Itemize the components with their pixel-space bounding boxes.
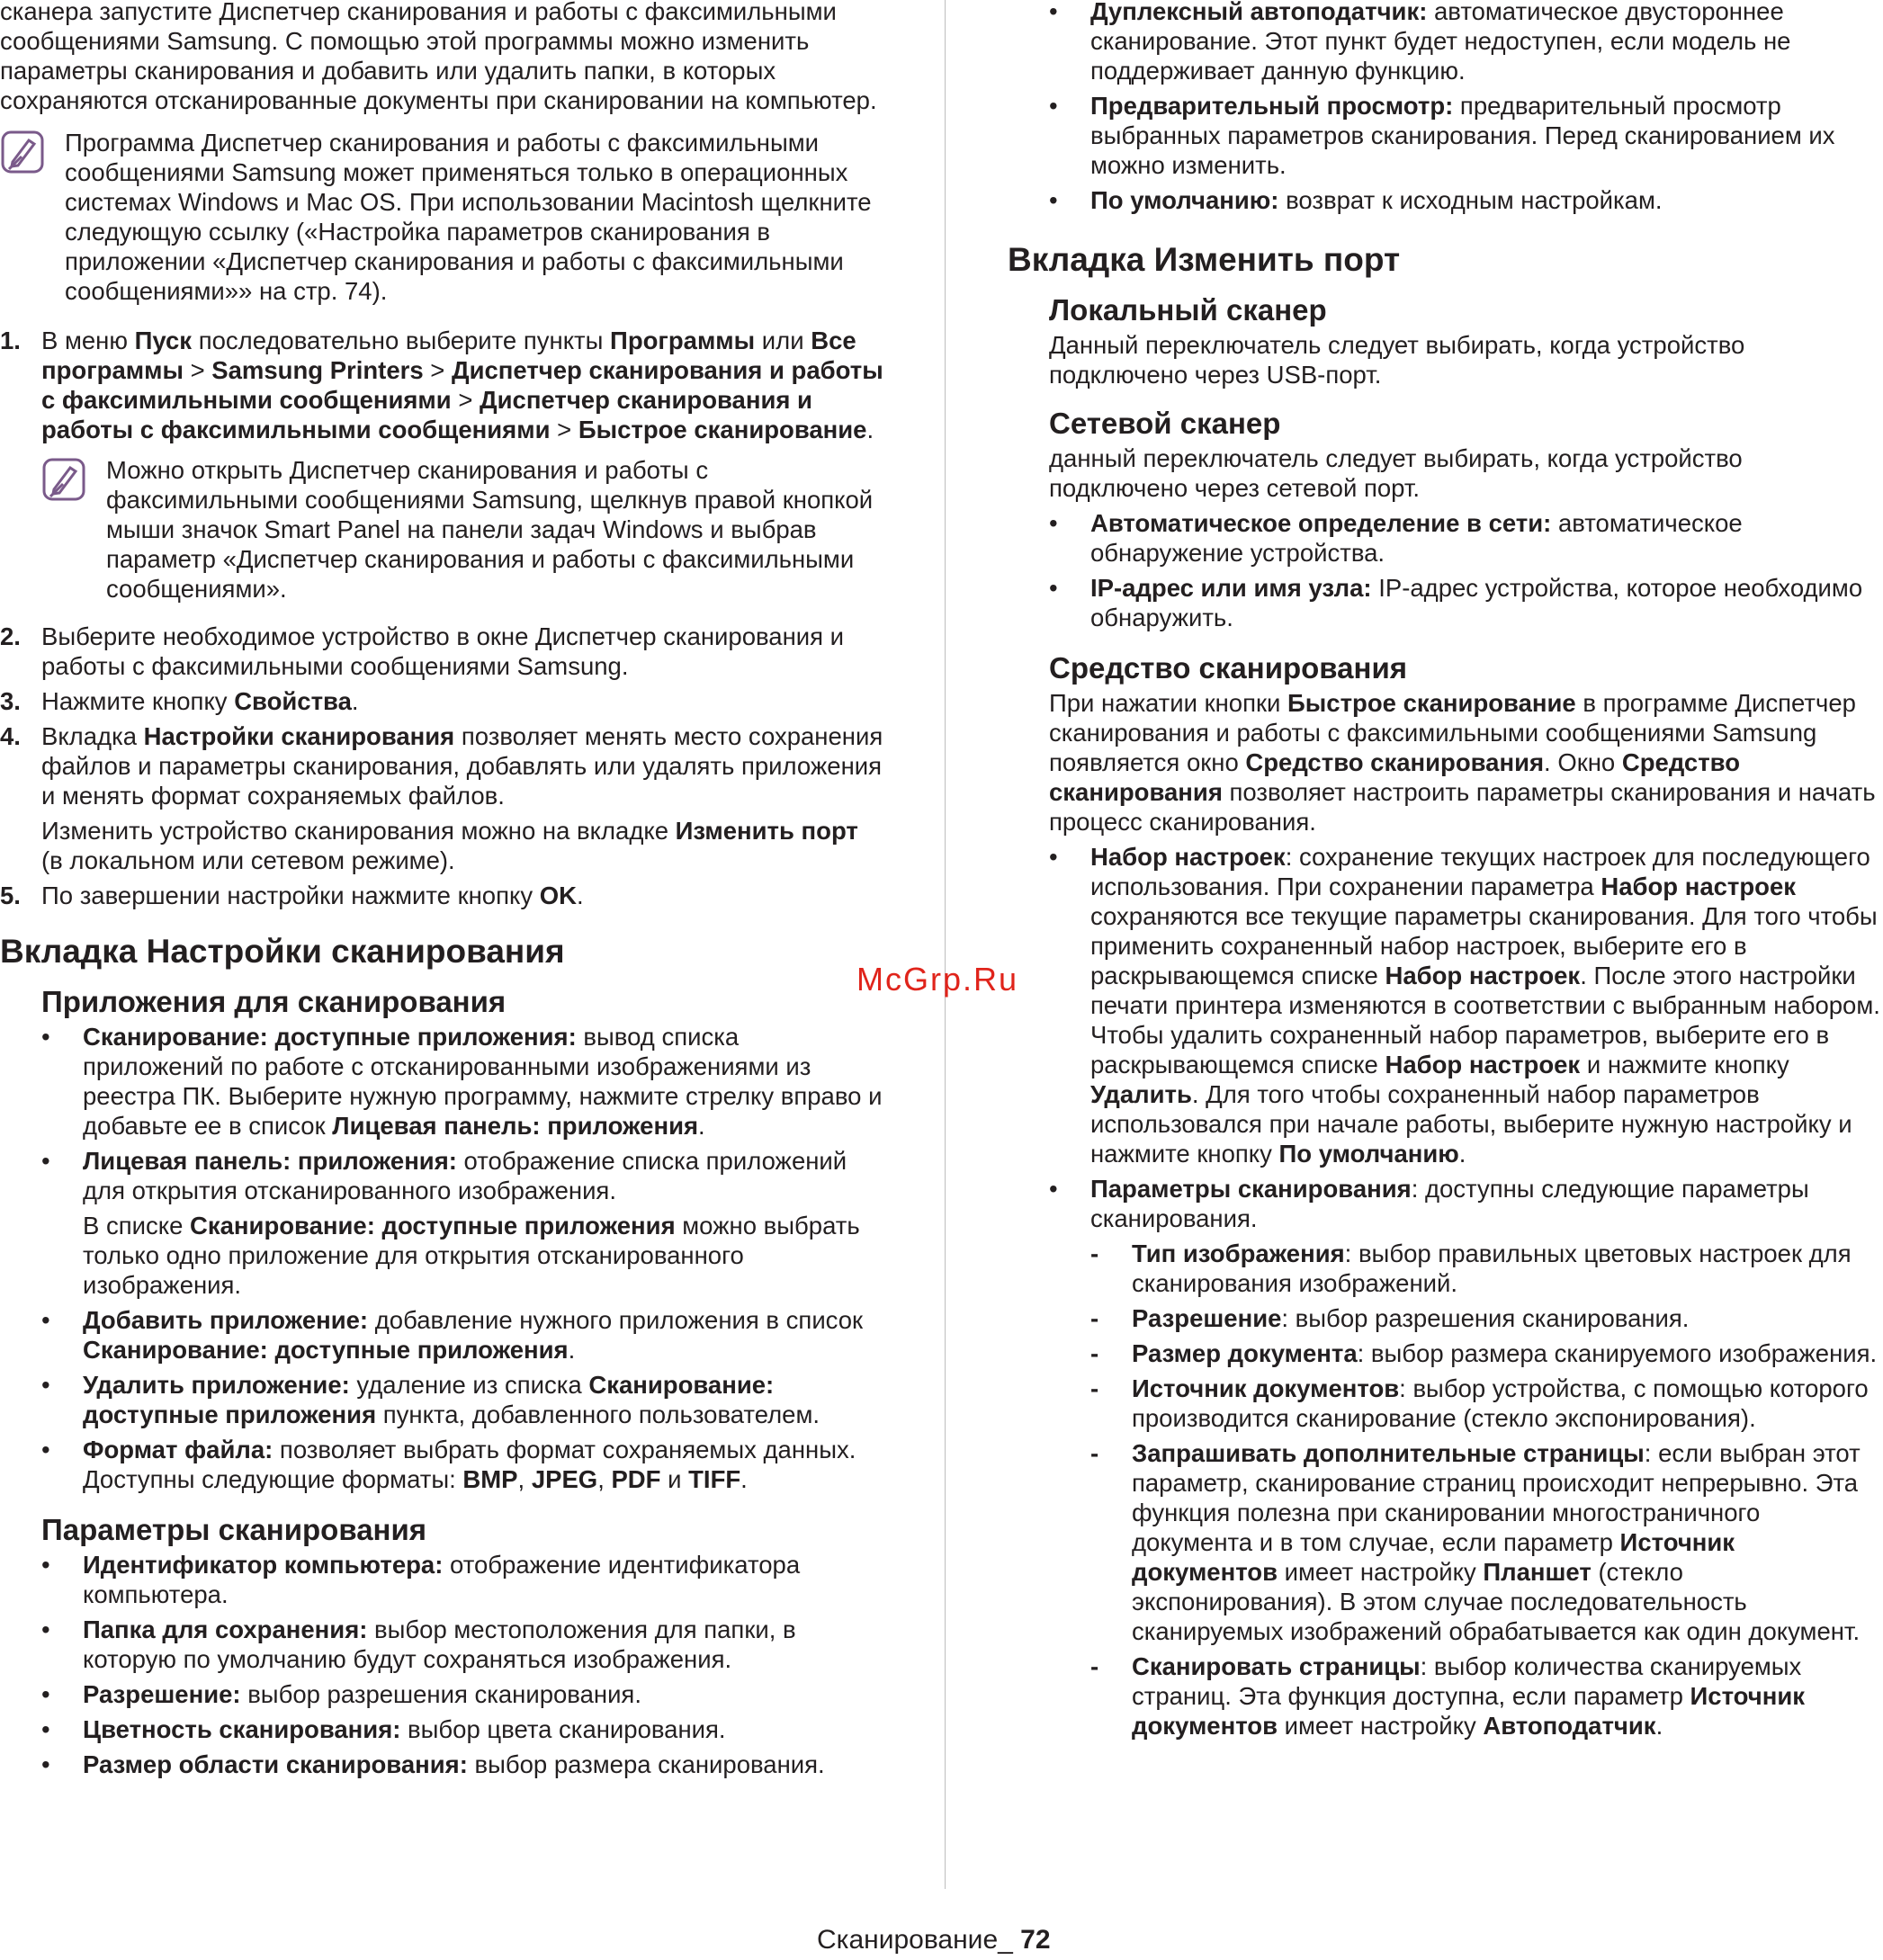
text: позволяет настроить параметры сканирования и начать процесс сканирования. xyxy=(1049,778,1876,836)
bullet: • xyxy=(41,1551,50,1579)
text: или xyxy=(755,327,811,354)
list-item-extra xyxy=(0,1211,886,1300)
text: последовательно выберите пункты xyxy=(192,327,611,354)
bullet: • xyxy=(1049,843,1058,871)
dash: - xyxy=(1090,1240,1099,1267)
term: Планшет xyxy=(1483,1558,1592,1586)
sub-item xyxy=(1008,1651,1883,1741)
text: позволяет выбрать формат сохраняемых данных. Доступны следующие форматы: xyxy=(83,1436,856,1493)
term: Размер области сканирования: xyxy=(83,1750,468,1778)
list-item xyxy=(1008,842,1883,1168)
tool-text xyxy=(1008,688,1883,837)
text: В списке xyxy=(83,1212,191,1240)
bullet: • xyxy=(41,1715,50,1743)
term: Дуплексный автоподатчик: xyxy=(1090,0,1428,25)
page-footer xyxy=(817,1925,1051,1956)
term: Удалить xyxy=(1090,1080,1192,1108)
text: . xyxy=(698,1112,705,1140)
ok-button-ref: OK xyxy=(539,882,577,909)
term: Сканирование: доступные приложения xyxy=(190,1212,676,1240)
step-3 xyxy=(0,686,886,716)
text: : выбор правильных цветовых настроек для сканирования изображений. xyxy=(1132,1240,1852,1297)
term: Параметры сканирования xyxy=(1090,1175,1412,1203)
text: Нажмите кнопку xyxy=(41,687,235,715)
dash: - xyxy=(1090,1374,1099,1402)
watermark: McGrp.Ru xyxy=(856,961,1019,998)
term: Идентификатор компьютера: xyxy=(83,1551,444,1579)
text: и нажмите кнопку xyxy=(1580,1051,1789,1078)
bullet: • xyxy=(41,1750,50,1778)
text: Выберите необходимое устройство в окне Диспетчер сканирования и работы с факсимильными сообщениями Samsung. xyxy=(41,622,845,680)
term: Формат файла: xyxy=(83,1436,273,1463)
term: Средство сканирования xyxy=(1049,748,1741,806)
local-text: Данный переключатель следует выбирать, когда устройство подключено через USB-порт. xyxy=(1049,331,1745,389)
text: . После этого настройки печати принтера изменяются в соответствии с выбранным набором. Чтобы удалить сохраненный набор параметров, выберите его в раскрывающемся списке xyxy=(1090,962,1880,1078)
text: имеет настройку xyxy=(1278,1558,1484,1586)
text: выбор местоположения для папки, в которую по умолчанию будут сохраняться изображения. xyxy=(83,1615,796,1673)
page-number: 72 xyxy=(1020,1925,1051,1955)
text: . xyxy=(1458,1140,1466,1168)
dash: - xyxy=(1090,1304,1099,1332)
text: . xyxy=(866,416,874,443)
term: Лицевая панель: приложения: xyxy=(83,1147,457,1175)
note-block-2 xyxy=(41,455,886,604)
subheading-network: Сетевой сканер xyxy=(1049,407,1281,440)
bullet: • xyxy=(1049,186,1058,214)
text: и xyxy=(660,1465,689,1493)
text: отображение идентификатора компьютера. xyxy=(83,1551,801,1608)
text: > xyxy=(550,416,578,443)
text: отображение списка приложений для открытия отсканированного изображения. xyxy=(83,1147,847,1204)
term: По умолчанию xyxy=(1278,1140,1459,1168)
text: предварительный просмотр выбранных параметров сканирования. Перед сканированием их можно изменить. xyxy=(1090,92,1835,179)
bullet: • xyxy=(41,1023,50,1051)
sub-item xyxy=(1008,1303,1883,1333)
sub-item xyxy=(1008,1438,1883,1646)
text: > xyxy=(423,356,452,384)
text: выбор разрешения сканирования. xyxy=(240,1680,641,1708)
bullet: • xyxy=(41,1147,50,1175)
term: По умолчанию: xyxy=(1090,186,1279,214)
list-item xyxy=(1008,573,1883,632)
term: Предварительный просмотр: xyxy=(1090,92,1454,120)
term: Тип изображения xyxy=(1132,1240,1345,1267)
text: автоматическое обнаружение устройства. xyxy=(1090,509,1743,567)
text: . xyxy=(576,882,584,909)
text: позволяет менять место сохранения файлов и параметры сканирования, добавлять или удалять приложения и менять формат сохраняемых файлов. xyxy=(41,722,883,810)
term: Источник документов xyxy=(1132,1374,1400,1402)
menu-start: Пуск xyxy=(134,327,193,354)
term: Набор настроек xyxy=(1385,962,1581,989)
text: Изменить устройство сканирования можно на вкладке xyxy=(41,817,676,845)
bullet: • xyxy=(41,1680,50,1708)
left-column xyxy=(0,0,886,1779)
text: , xyxy=(517,1465,532,1493)
text: . Для того чтобы сохраненный набор параметров использовался при начале работы, выберите нужную настройку и нажмите кнопку xyxy=(1090,1080,1852,1168)
text: . xyxy=(351,687,359,715)
list-item xyxy=(1008,91,1883,180)
bullet: • xyxy=(41,1615,50,1643)
term: Источник документов xyxy=(1132,1528,1735,1586)
right-column xyxy=(1008,0,1883,1741)
text: , xyxy=(597,1465,612,1493)
text: . xyxy=(740,1465,748,1493)
bullet: • xyxy=(1049,509,1058,537)
text: : сохранение текущих настроек для последующего использования. При сохранении параметра xyxy=(1090,843,1870,900)
bullet: • xyxy=(1049,92,1058,120)
term: Лицевая панель: приложения xyxy=(332,1112,699,1140)
step-4 xyxy=(0,721,886,810)
section-heading-port: Вкладка Изменить порт xyxy=(1008,241,1401,278)
step-number: 4. xyxy=(0,722,21,750)
text: в программе Диспетчер сканирования и работы с факсимильными сообщениями Samsung появляется окно xyxy=(1049,689,1856,776)
text: можно выбрать только одно приложение для открытия отсканированного изображения. xyxy=(83,1212,860,1299)
list-item xyxy=(0,1714,886,1744)
term: Удалить приложение: xyxy=(83,1371,350,1399)
menu-scan-manager-2: Диспетчер сканирования и работы с факсимильными сообщениями xyxy=(41,386,812,443)
text: удаление из списка xyxy=(349,1371,589,1399)
term: Сканировать страницы xyxy=(1132,1652,1421,1680)
subheading-tool: Средство сканирования xyxy=(1049,651,1407,685)
text: По завершении настройки нажмите кнопку xyxy=(41,882,540,909)
term: Быстрое сканирование xyxy=(1287,689,1576,717)
step-number: 2. xyxy=(0,622,21,650)
list-item xyxy=(0,1550,886,1609)
text: выбор размера сканирования. xyxy=(467,1750,825,1778)
network-text: данный переключатель следует выбирать, когда устройство подключено через сетевой порт. xyxy=(1049,444,1743,502)
text: : выбор размера сканируемого изображения. xyxy=(1357,1339,1878,1367)
note-pencil-icon xyxy=(0,130,45,175)
list-item xyxy=(0,1370,886,1429)
list-item xyxy=(1008,508,1883,568)
text: : доступны следующие параметры сканирования. xyxy=(1090,1175,1809,1232)
text: возврат к исходным настройкам. xyxy=(1278,186,1663,214)
term: Папка для сохранения: xyxy=(83,1615,368,1643)
note-text: Можно открыть Диспетчер сканирования и работы с факсимильными сообщениями Samsung, щелкнув правой кнопкой мыши значок Smart Panel на панели задач Windows и выбрав параметр «Диспетчер сканирования и работы с факсимильными сообщениями». xyxy=(106,456,874,603)
section-heading-settings: Вкладка Настройки сканирования xyxy=(0,933,565,970)
text: (стекло экспонирования). В этом случае последовательность сканируемых изображений обрабатывается как один документ. xyxy=(1132,1558,1861,1645)
text: : выбор разрешения сканирования. xyxy=(1281,1304,1690,1332)
text: : выбор количества сканируемых страниц. Эта функция доступна, если параметр xyxy=(1132,1652,1802,1710)
term: Автоподатчик xyxy=(1483,1712,1656,1740)
format-jpeg: JPEG xyxy=(531,1465,598,1493)
text: > xyxy=(451,386,480,414)
text: вывод списка приложений по работе с отсканированными изображениями из реестра ПК. Выберите нужную программу, нажмите стрелку вправо и добавьте ее в список xyxy=(83,1023,883,1140)
list-item xyxy=(0,1146,886,1205)
sub-item xyxy=(1008,1239,1883,1298)
sub-item xyxy=(1008,1338,1883,1368)
term: Средство сканирования xyxy=(1245,748,1545,776)
term: Добавить приложение: xyxy=(83,1306,369,1334)
menu-all-programs: Все программы xyxy=(41,327,856,384)
tab-ref: Настройки сканирования xyxy=(143,722,455,750)
menu-samsung-printers: Samsung Printers xyxy=(211,356,424,384)
term: Источник документов xyxy=(1132,1682,1806,1740)
term: Набор настроек xyxy=(1090,843,1286,871)
step-number: 3. xyxy=(0,687,21,715)
bullet: • xyxy=(41,1436,50,1463)
text: > xyxy=(183,356,212,384)
bullet: • xyxy=(1049,0,1058,25)
text: выбор цвета сканирования. xyxy=(400,1715,726,1743)
list-item xyxy=(1008,0,1883,85)
list-item xyxy=(0,1435,886,1494)
intro-paragraph: сканера запустите Диспетчер сканирования и работы с факсимильными сообщениями Samsung. С помощью этой программы можно изменить параметры сканирования и добавить или удалить папки, в которых сохраняются отсканированные документы при сканировании на компьютер. xyxy=(0,0,877,114)
menu-quick-scan: Быстрое сканирование xyxy=(578,416,867,443)
step-number: 1. xyxy=(0,327,21,354)
step-number: 5. xyxy=(0,882,21,909)
step-5 xyxy=(0,881,886,910)
dash: - xyxy=(1090,1339,1099,1367)
text: Вкладка xyxy=(41,722,144,750)
footer-label: Сканирование_ xyxy=(817,1925,1021,1955)
bullet: • xyxy=(1049,574,1058,602)
note-pencil-icon xyxy=(41,457,86,502)
column-divider xyxy=(945,0,946,1889)
text: IP-адрес устройства, которое необходимо обнаружить. xyxy=(1090,574,1863,631)
bullet: • xyxy=(1049,1175,1058,1203)
list-item xyxy=(0,1022,886,1141)
menu-programs: Программы xyxy=(610,327,756,354)
format-bmp: BMP xyxy=(462,1465,518,1493)
text: При нажатии кнопки xyxy=(1049,689,1288,717)
dash: - xyxy=(1090,1439,1099,1467)
text: добавление нужного приложения в список xyxy=(368,1306,864,1334)
term: Сканирование: доступные приложения xyxy=(83,1336,569,1364)
text: . xyxy=(568,1336,576,1364)
list-item xyxy=(0,1615,886,1674)
text: имеет настройку xyxy=(1278,1712,1484,1740)
note-text: Программа Диспетчер сканирования и работы с факсимильными сообщениями Samsung может применяться только в операционных системах Windows и Mac OS. При использовании Macintosh щелкните следующую ссылку («Настройка параметров сканирования в приложении «Диспетчер сканирования и работы с факсимильными сообщениями»» на стр. 74). xyxy=(65,129,872,305)
term: Набор настроек xyxy=(1601,873,1797,900)
text: (в локальном или сетевом режиме). xyxy=(41,846,455,874)
text: В меню xyxy=(41,327,135,354)
format-pdf: PDF xyxy=(611,1465,661,1493)
term: Сканирование: доступные приложения: xyxy=(83,1023,577,1051)
text: : если выбран этот параметр, сканирование страниц происходит непрерывно. Эта функция полезна при сканировании многостраничного документа и в том случае, если параметр xyxy=(1132,1439,1861,1556)
bullet: • xyxy=(41,1371,50,1399)
term: Автоматическое определение в сети: xyxy=(1090,509,1552,537)
list-item xyxy=(0,1305,886,1365)
text: пункта, добавленного пользователем. xyxy=(376,1401,820,1428)
term: Разрешение xyxy=(1132,1304,1282,1332)
step-4-extra xyxy=(0,816,886,875)
note-block xyxy=(0,128,886,306)
list-item xyxy=(0,1679,886,1709)
term: Сканирование: доступные приложения xyxy=(83,1371,775,1428)
sub-item xyxy=(1008,1374,1883,1433)
step-1 xyxy=(0,326,886,444)
list-item xyxy=(1008,185,1883,215)
menu-scan-manager: Диспетчер сканирования и работы с факсимильными сообщениями xyxy=(41,356,883,414)
format-tiff: TIFF xyxy=(688,1465,741,1493)
term: Размер документа xyxy=(1132,1339,1358,1367)
text: . xyxy=(1655,1712,1663,1740)
text: сохраняются все текущие параметры сканирования. Для того чтобы применить сохраненный набор настроек, выберите его в раскрывающемся списке xyxy=(1090,902,1878,989)
term: IP-адрес или имя узла: xyxy=(1090,574,1372,602)
term: Набор настроек xyxy=(1385,1051,1581,1078)
tab-ref: Изменить порт xyxy=(675,817,858,845)
term: Цветность сканирования: xyxy=(83,1715,401,1743)
subheading-local: Локальный сканер xyxy=(1049,293,1327,327)
term: Разрешение: xyxy=(83,1680,241,1708)
list-item xyxy=(1008,1174,1883,1233)
term: Запрашивать дополнительные страницы xyxy=(1132,1439,1645,1467)
text: автоматическое двустороннее сканирование. Этот пункт будет недоступен, если модель не поддерживает данную функцию. xyxy=(1090,0,1791,85)
bullet: • xyxy=(41,1306,50,1334)
subheading-apps: Приложения для сканирования xyxy=(41,985,507,1018)
dash: - xyxy=(1090,1652,1099,1680)
text: . Окно xyxy=(1544,748,1622,776)
text: : выбор устройства, с помощью которого производится сканирование (стекло экспонирования). xyxy=(1132,1374,1869,1432)
properties-button-ref: Свойства xyxy=(234,687,352,715)
subheading-params: Параметры сканирования xyxy=(41,1513,427,1546)
step-2 xyxy=(0,622,886,681)
list-item xyxy=(0,1750,886,1779)
